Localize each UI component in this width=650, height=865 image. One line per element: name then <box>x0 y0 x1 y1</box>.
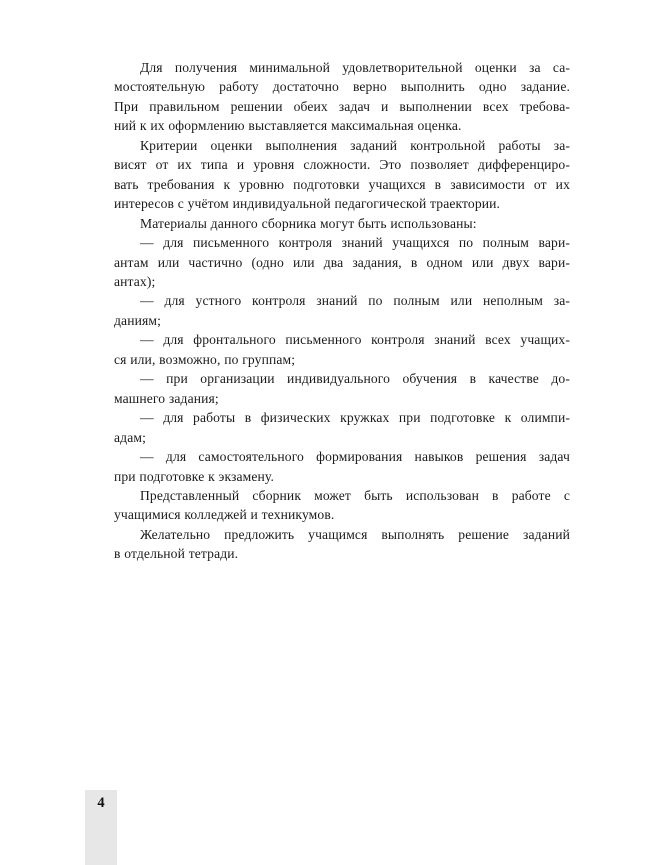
text-line: антам или частично (одно или два задания, в одном или двух вари- <box>114 254 570 270</box>
text-line: вать требования к уровню подготовки учащихся в зависимости от их <box>114 176 570 192</box>
text-line: Желательно предложить учащимся выполнять решение заданий <box>140 526 570 542</box>
text-line: — для фронтального письменного контроля знаний всех учащих- <box>140 332 570 348</box>
text-line: ся или, возможно, по группам; <box>114 351 296 367</box>
paragraph <box>88 486 570 525</box>
text-line: Для получения минимальной удовлетворительной оценки за са- <box>140 60 570 75</box>
page-text-column <box>88 58 570 564</box>
list-item <box>88 447 570 486</box>
paragraph <box>88 525 570 564</box>
text-line: Представленный сборник может быть использован в работе с <box>140 487 570 503</box>
list-item <box>88 233 570 291</box>
text-line: интересов с учётом индивидуальной педагогической траектории. <box>114 196 501 212</box>
text-line: висят от их типа и уровня сложности. Это позволяет дифференциро- <box>114 157 570 173</box>
paragraph-list-lead-in <box>88 214 570 233</box>
text-line: ний к их оформлению выставляется максимальная оценка. <box>114 118 462 134</box>
text-line: адам; <box>114 429 146 445</box>
text-line: в отдельной тетради. <box>114 546 239 562</box>
text-line: — для письменного контроля знаний учащихся по полным вари- <box>140 235 570 251</box>
text-line: При правильном решении обеих задач и выполнении всех требова- <box>114 98 570 114</box>
text-line: Критерии оценки выполнения заданий контрольной работы за- <box>140 137 570 153</box>
list-item <box>88 291 570 330</box>
text-line: — для самостоятельного формирования навыков решения задач <box>140 449 570 465</box>
list-item <box>88 408 570 447</box>
text-line: учащимися колледжей и техникумов. <box>114 507 335 523</box>
paragraph <box>88 58 570 136</box>
page-number: 4 <box>97 795 105 811</box>
text-line: при подготовке к экзамену. <box>114 468 275 484</box>
paragraph <box>88 136 570 214</box>
text-line: мостоятельную работу достаточно верно выполнить одно задание. <box>114 79 570 95</box>
text-line: машнего задания; <box>114 390 219 406</box>
text-line: даниям; <box>114 312 161 328</box>
text-line: антах); <box>114 273 156 289</box>
text-line: Материалы данного сборника могут быть использованы: <box>140 215 477 231</box>
text-line: — для устного контроля знаний по полным или неполным за- <box>140 293 570 309</box>
list-item <box>88 369 570 408</box>
text-line: — при организации индивидуального обучения в качестве до- <box>140 371 570 387</box>
text-line: — для работы в физических кружках при подготовке к олимпи- <box>140 410 570 426</box>
list-item <box>88 330 570 369</box>
